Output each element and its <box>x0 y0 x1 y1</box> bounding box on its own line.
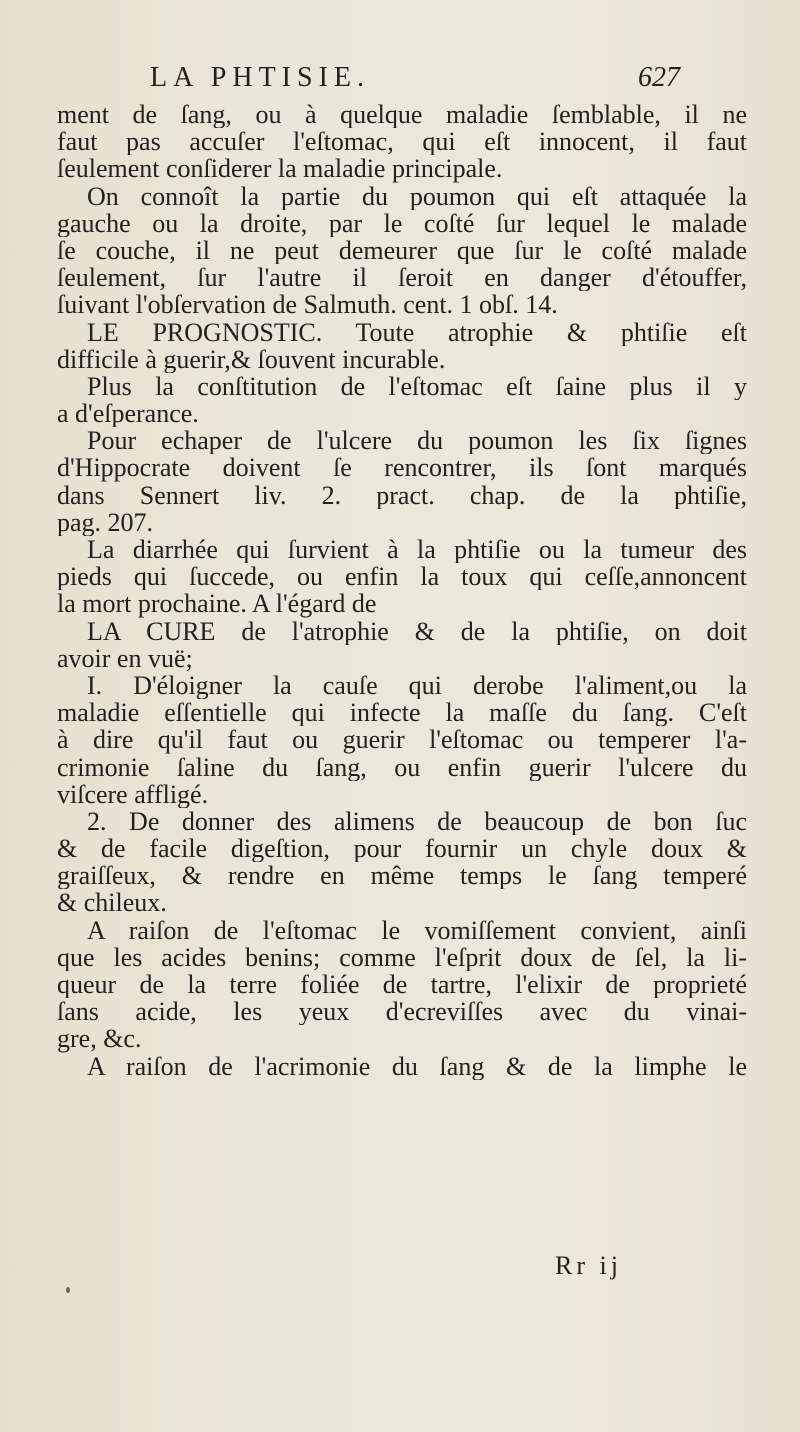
text-line: viſcere affligé. <box>57 780 209 808</box>
text-line: ſans acide, les yeux d'ecreviſſes avec du vinai- <box>57 998 747 1026</box>
text-line: a d'eſperance. <box>57 400 199 428</box>
text-line: 2. De donner des alimens de beaucoup de bon ſuc <box>87 807 747 836</box>
text-line: Plus la conſtitution de l'eſtomac eſt ſaine plus il y <box>87 372 747 401</box>
body-text <box>57 101 747 1080</box>
text-line: I. D'éloigner la cauſe qui derobe l'aliment,ou la <box>87 671 747 700</box>
text-line: LA CURE de l'atrophie & de la phtiſie, on doit <box>87 617 747 645</box>
text-line: graiſſeux, & rendre en même temps le ſang temperé <box>57 862 747 890</box>
text-line: crimonie ſaline du ſang, ou enfin guerir l'ulcere du <box>57 753 747 781</box>
text-line: à dire qu'il faut ou guerir l'eſtomac ou temperer l'a- <box>57 726 747 754</box>
text-line: ſeulement conſiderer la maladie principale. <box>57 155 503 183</box>
text-line: gauche ou la droite, par le coſté ſur lequel le malade <box>57 209 747 237</box>
text-line: pag. 207. <box>57 508 154 536</box>
text-line: maladie eſſentielle qui infecte la maſſe du ſang. C'eſt <box>57 699 747 727</box>
text-line: ſe couche, il ne peut demeurer que ſur le coſté malade <box>57 236 747 265</box>
text-line: A raiſon de l'eſtomac le vomiſſement convient, ainſi <box>87 916 747 944</box>
text-line: La diarrhée qui ſurvient à la phtiſie ou la tumeur des <box>87 536 747 564</box>
text-line: difficile à guerir,& ſouvent incurable. <box>57 345 446 373</box>
text-line: avoir en vuë; <box>57 644 193 672</box>
text-line: queur de la terre foliée de tartre, l'elixir de proprieté <box>57 971 747 999</box>
ink-speck <box>66 1287 70 1293</box>
text-line: dans Sennert liv. 2. pract. chap. de la phtiſie, <box>57 481 747 509</box>
text-line: la mort prochaine. A l'égard de <box>57 590 377 618</box>
text-line: d'Hippocrate doivent ſe rencontrer, ils ſont marqués <box>57 454 747 482</box>
page-number: 627 <box>638 62 680 93</box>
text-line: A raiſon de l'acrimonie du ſang & de la limphe le <box>87 1052 747 1080</box>
text-line: & chileux. <box>57 889 167 917</box>
text-line: LE PROGNOSTIC. Toute atrophie & phtiſie eſt <box>87 318 747 346</box>
text-line: pieds qui ſuccede, ou enfin la toux qui ceſſe,annoncent <box>57 563 747 591</box>
text-line: ſeulement, ſur l'autre il ſeroit en danger d'étouffer, <box>57 264 747 292</box>
text-line: & de facile digeſtion, pour fournir un chyle doux & <box>57 835 747 863</box>
signature-mark: Rr ij <box>555 1251 622 1280</box>
text-line: On connoît la partie du poumon qui eſt attaquée la <box>87 182 747 210</box>
text-line: ment de ſang, ou à quelque maladie ſemblable, il ne <box>57 101 747 129</box>
text-line: ſuivant l'obſervation de Salmuth. cent. 1 obſ. 14. <box>57 291 558 319</box>
page-header <box>150 62 680 98</box>
text-line: faut pas accuſer l'eſtomac, qui eſt innocent, il faut <box>57 128 747 156</box>
text-line: gre, &c. <box>57 1025 142 1053</box>
running-head: LA PHTISIE. <box>150 62 370 93</box>
text-line: que les acides benins; comme l'eſprit doux de ſel, la li- <box>57 943 747 971</box>
text-line: Pour echaper de l'ulcere du poumon les ſix ſignes <box>87 427 747 455</box>
